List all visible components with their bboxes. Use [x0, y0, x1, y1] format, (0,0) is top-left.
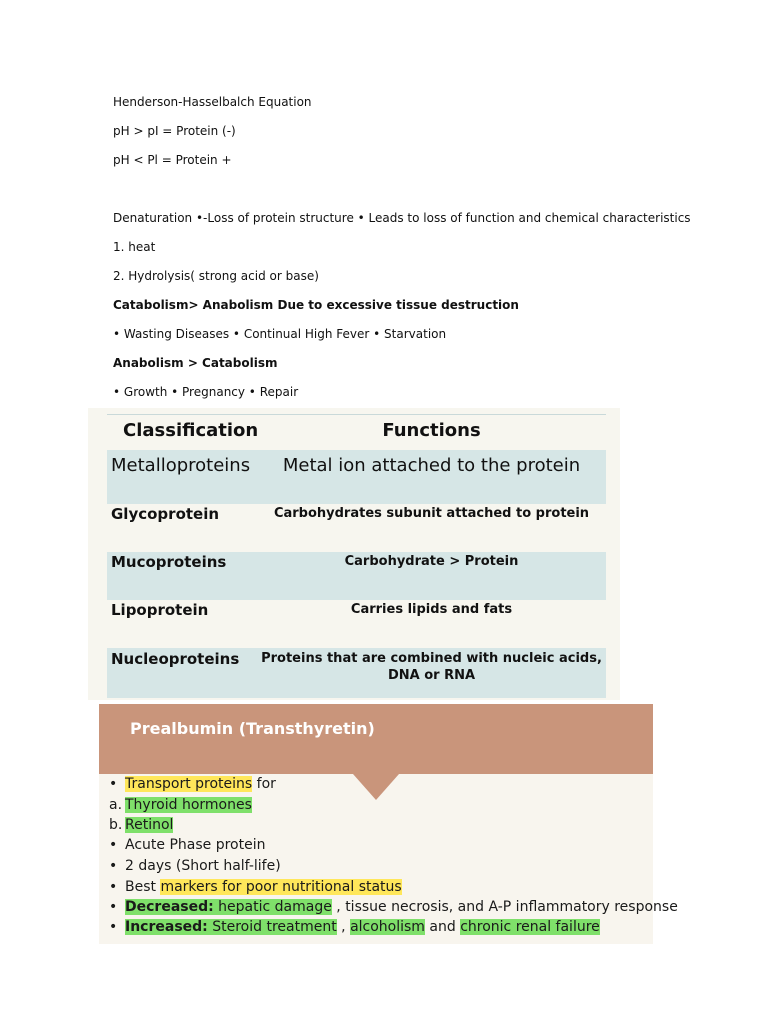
slide-line-markers	[109, 877, 402, 897]
row-function: Carries lipids and fats	[350, 602, 513, 617]
letter-marker: b.	[109, 817, 123, 833]
slide-title: Prealbumin (Transthyretin)	[130, 719, 375, 738]
bullet-marker: •	[109, 837, 118, 853]
text-acute: Acute Phase protein	[125, 837, 266, 853]
table-row	[107, 552, 606, 600]
letter-marker: a.	[109, 797, 123, 813]
note-ph-greater: pH > pI = Protein (-)	[113, 124, 236, 138]
slide-line-decreased	[109, 897, 678, 917]
note-heat: 1. heat	[113, 240, 156, 254]
row-function: Metal ion attached to the protein	[282, 455, 581, 476]
table-row	[107, 504, 606, 552]
highlight-markers: markers for poor nutritional status	[160, 879, 402, 895]
header-functions: Functions	[382, 420, 481, 441]
note-henderson: Henderson-Hasselbalch Equation	[113, 95, 312, 109]
slide-line-retinol	[109, 815, 173, 835]
highlight-decreased: Decreased:	[125, 899, 214, 915]
highlight-thyroid: Thyroid hormones	[125, 797, 252, 813]
highlight-increased: Increased:	[125, 919, 208, 935]
note-ph-less: pH < Pl = Protein +	[113, 153, 232, 167]
prealbumin-slide	[99, 704, 678, 944]
table-row	[107, 600, 606, 648]
text-best: Best	[125, 879, 161, 895]
note-catabolism-title: Catabolism> Anabolism Due to excessive tissue destruction	[113, 298, 519, 312]
bullet-marker: •	[109, 919, 118, 935]
row-function: Proteins that are combined with nucleic acids, DNA or RNA	[261, 651, 602, 683]
slide-line-increased	[109, 917, 600, 937]
slide-line-thyroid	[109, 795, 252, 815]
bullet-marker: •	[109, 879, 118, 895]
table-row	[107, 450, 606, 504]
note-anabolism-items: • Growth • Pregnancy • Repair	[113, 385, 299, 399]
row-name: Lipoprotein	[111, 601, 209, 619]
slide-line-transport	[109, 774, 276, 794]
highlight-alcoholism: alcoholism	[350, 919, 425, 935]
text-for: for	[252, 776, 276, 792]
highlight-hepatic: hepatic damage	[213, 899, 332, 915]
highlight-renal: chronic renal failure	[460, 919, 600, 935]
row-name: Glycoprotein	[111, 505, 220, 523]
header-classification: Classification	[123, 420, 259, 441]
text-necrosis: , tissue necrosis, and A-P inflammatory response	[331, 899, 678, 915]
row-function: Carbohydrates subunit attached to protein	[273, 506, 590, 521]
bullet-marker: •	[109, 776, 118, 792]
row-function: Carbohydrate > Protein	[344, 554, 519, 569]
highlight-steroid: Steroid treatment	[207, 919, 337, 935]
text-and: and	[424, 919, 461, 935]
table-header-row	[107, 418, 606, 448]
slide-line-halflife	[109, 856, 281, 876]
note-anabolism-title: Anabolism > Catabolism	[113, 356, 278, 370]
note-hydrolysis: 2. Hydrolysis( strong acid or base)	[113, 269, 319, 283]
header-notch	[353, 774, 399, 800]
text-halflife: 2 days (Short half-life)	[125, 858, 281, 874]
row-name: Nucleoproteins	[111, 650, 240, 668]
slide-header-band	[99, 704, 653, 774]
bullet-marker: •	[109, 858, 118, 874]
note-catabolism-items: • Wasting Diseases • Continual High Fever • Starvation	[113, 327, 447, 341]
text-comma: ,	[336, 919, 351, 935]
row-name: Mucoproteins	[111, 553, 227, 571]
highlight-transport: Transport proteins	[125, 776, 253, 792]
bullet-marker: •	[109, 899, 118, 915]
classification-table	[88, 408, 620, 700]
slide-line-acute	[109, 835, 265, 855]
row-name: Metalloproteins	[111, 455, 251, 476]
table-top-rule	[107, 414, 606, 415]
table-row	[107, 648, 606, 698]
note-denaturation: Denaturation •-Loss of protein structure • Leads to loss of function and chemical characteristics	[113, 211, 691, 225]
highlight-retinol: Retinol	[125, 817, 174, 833]
